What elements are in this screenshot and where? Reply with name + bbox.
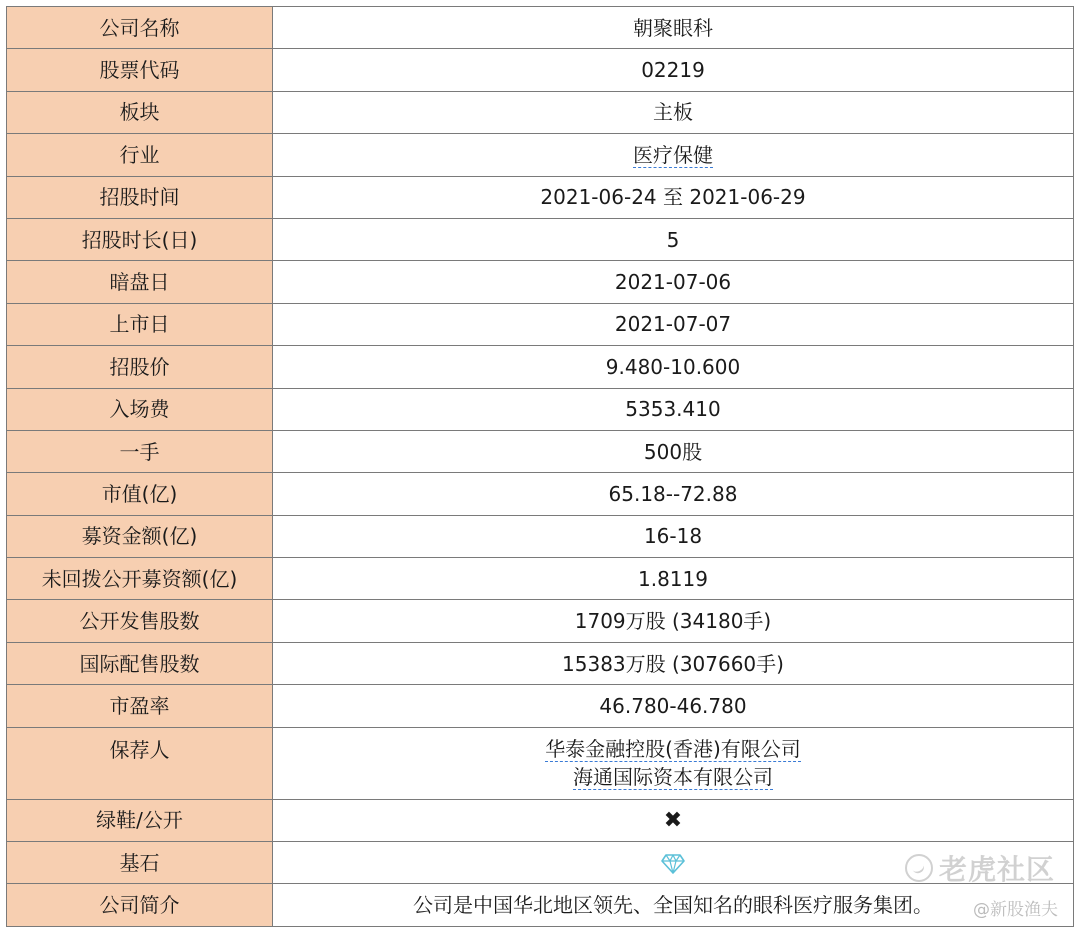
row-lot-size <box>7 430 1074 472</box>
row-value: 65.18--72.88 <box>273 473 1074 515</box>
row-value: 朝聚眼科 <box>273 7 1074 49</box>
row-offer-price <box>7 346 1074 388</box>
row-label: 招股价 <box>7 346 273 388</box>
row-value: 15383万股 (307660手) <box>273 642 1074 684</box>
row-stock-code <box>7 49 1074 91</box>
row-label: 板块 <box>7 91 273 133</box>
watermark-user: @新股渔夫 <box>973 900 1058 920</box>
row-company-profile <box>7 884 1074 926</box>
sponsor-link[interactable]: 华泰金融控股(香港)有限公司 <box>545 737 801 762</box>
row-label: 股票代码 <box>7 49 273 91</box>
row-label: 公开发售股数 <box>7 600 273 642</box>
row-value: 9.480-10.600 <box>273 346 1074 388</box>
row-value-cell <box>273 134 1074 176</box>
row-label: 一手 <box>7 430 273 472</box>
row-label: 招股时间 <box>7 176 273 218</box>
row-label: 市值(亿) <box>7 473 273 515</box>
row-value: 5353.410 <box>273 388 1074 430</box>
row-entry-fee <box>7 388 1074 430</box>
row-funds-raised <box>7 515 1074 557</box>
row-board <box>7 91 1074 133</box>
watermark-brand: 老虎社区 <box>939 853 1056 886</box>
row-value: 5 <box>273 218 1074 260</box>
row-label: 公司名称 <box>7 7 273 49</box>
row-label: 入场费 <box>7 388 273 430</box>
row-value-cell <box>273 727 1074 799</box>
row-international-offer-shares <box>7 642 1074 684</box>
row-value: 16-18 <box>273 515 1074 557</box>
diamond-icon <box>661 851 685 875</box>
industry-link[interactable]: 医疗保健 <box>633 142 713 167</box>
row-label: 基石 <box>7 842 273 884</box>
row-label: 绿鞋/公开 <box>7 799 273 841</box>
row-grey-market-date <box>7 261 1074 303</box>
row-value: 1.8119 <box>273 558 1074 600</box>
row-sponsors <box>7 727 1074 799</box>
row-pe-ratio <box>7 685 1074 727</box>
row-listing-date <box>7 303 1074 345</box>
row-label: 募资金额(亿) <box>7 515 273 557</box>
row-label: 公司简介 <box>7 884 273 926</box>
cross-icon: ✖ <box>663 807 683 833</box>
row-value: 02219 <box>273 49 1074 91</box>
sponsor-link[interactable]: 海通国际资本有限公司 <box>573 765 773 790</box>
row-value: 2021-07-06 <box>273 261 1074 303</box>
tiger-logo-icon <box>905 854 933 882</box>
ipo-info-table <box>6 6 1074 927</box>
row-subscription-period <box>7 176 1074 218</box>
row-public-offer-amount <box>7 558 1074 600</box>
watermark-logo <box>905 848 1065 888</box>
row-market-cap <box>7 473 1074 515</box>
row-value: 2021-07-07 <box>273 303 1074 345</box>
row-greenshoe <box>7 799 1074 841</box>
row-label: 暗盘日 <box>7 261 273 303</box>
row-company-name <box>7 7 1074 49</box>
row-value: 500股 <box>273 430 1074 472</box>
row-label: 招股时长(日) <box>7 218 273 260</box>
row-label: 保荐人 <box>7 727 273 799</box>
row-public-offer-shares <box>7 600 1074 642</box>
row-value: 主板 <box>273 91 1074 133</box>
row-label: 上市日 <box>7 303 273 345</box>
row-industry <box>7 134 1074 176</box>
row-subscription-days <box>7 218 1074 260</box>
row-value: 46.780-46.780 <box>273 685 1074 727</box>
row-value: 1709万股 (34180手) <box>273 600 1074 642</box>
row-label: 行业 <box>7 134 273 176</box>
row-value: 2021-06-24 至 2021-06-29 <box>273 176 1074 218</box>
row-label: 未回拨公开募资额(亿) <box>7 558 273 600</box>
row-value: 公司是中国华北地区领先、全国知名的眼科医疗服务集团。 <box>273 884 1074 926</box>
row-label: 市盈率 <box>7 685 273 727</box>
row-label: 国际配售股数 <box>7 642 273 684</box>
row-value-cell <box>273 799 1074 841</box>
